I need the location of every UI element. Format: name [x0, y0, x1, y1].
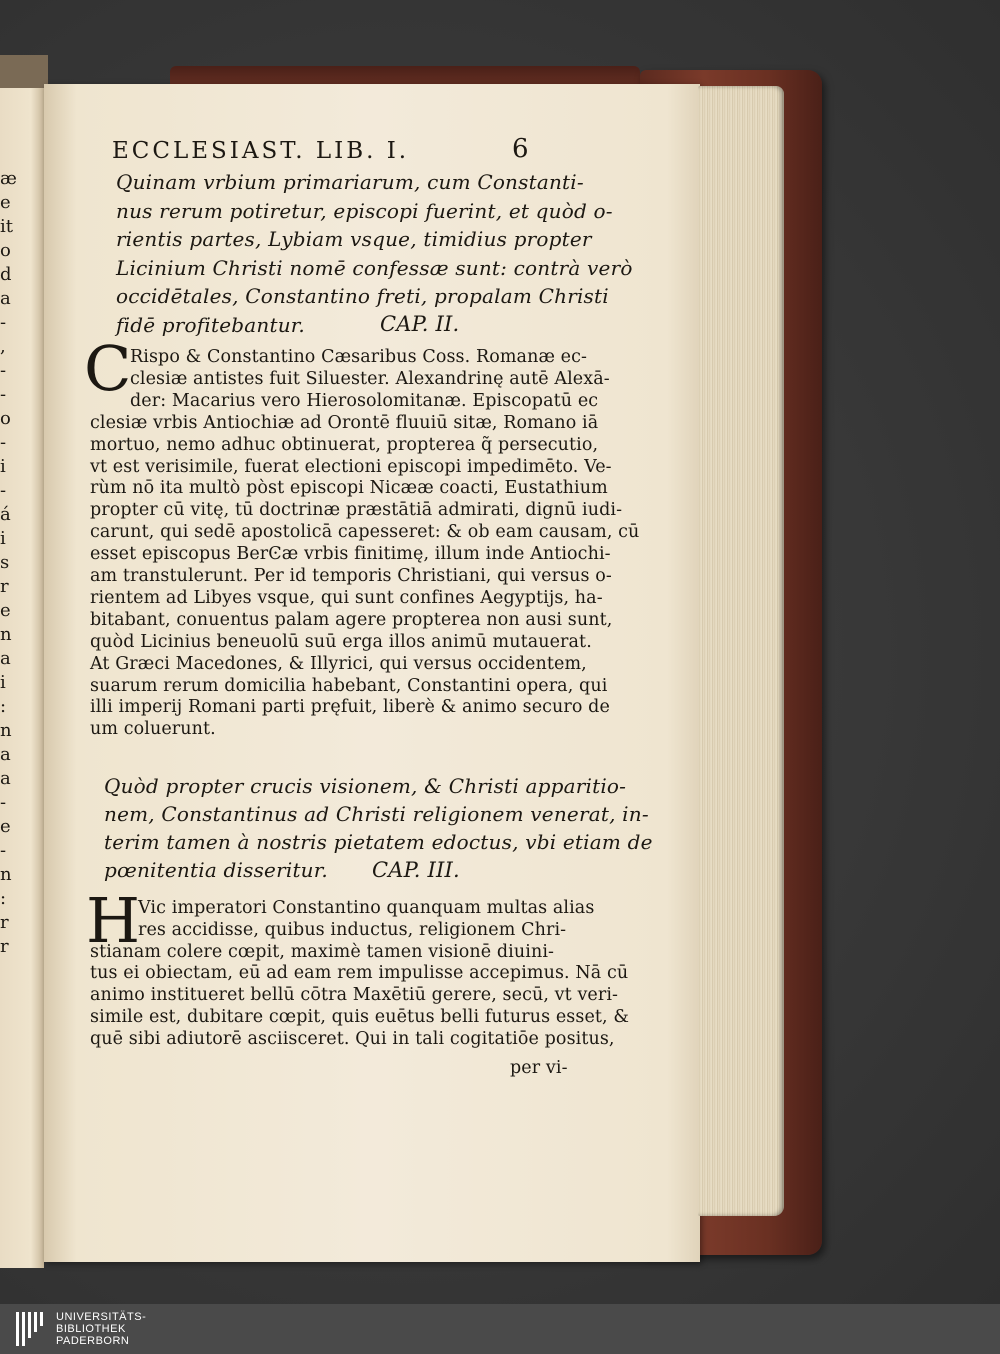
- left-page-letter: n: [0, 864, 12, 885]
- text-line: fidē profitebantur.: [116, 313, 305, 337]
- left-page-letter: -: [0, 840, 7, 861]
- left-page-letter: ,: [0, 336, 6, 357]
- text-line: clesiæ antistes fuit Siluester. Alexandrinę autē Alexā-: [130, 368, 610, 389]
- text-line: pœnitentia disseritur.: [104, 858, 328, 882]
- left-page-letter: n: [0, 720, 12, 741]
- left-page-letter: i: [0, 528, 6, 549]
- text-line: terim tamen à nostris pietatem edoctus, vbi etiam de: [104, 830, 653, 854]
- left-page-letter: i: [0, 672, 6, 693]
- left-page-letter: a: [0, 648, 11, 669]
- text-line: quòd Licinius beneuolū suū erga illos animū mutauerat.: [90, 631, 592, 652]
- text-line: mortuo, nemo adhuc obtinuerat, propterea q̃ persecutio,: [90, 434, 599, 455]
- left-page-letter: it: [0, 216, 13, 237]
- text-line: quē sibi adiutorē asciisceret. Qui in tali cogitatiōe positus,: [90, 1028, 615, 1049]
- text-line: res accidisse, quibus inductus, religionem Chri-: [138, 919, 567, 940]
- left-page-letter: -: [0, 312, 7, 333]
- text-line: propter cū vitę, tū doctrinæ præstātiā admirati, dignū iudi-: [90, 500, 623, 521]
- chapter-2-dropcap: C: [84, 332, 132, 405]
- text-line: vt est verisimile, fuerat electioni episcopi impedimēto. Ve-: [90, 456, 612, 477]
- text-line: Quinam vrbium primariarum, cum Constanti-: [116, 170, 584, 194]
- left-page-letter: -: [0, 360, 7, 381]
- text-line: tus ei obiectam, eū ad eam rem impulisse accepimus. Nā cū: [90, 963, 629, 984]
- left-page-letter: e: [0, 600, 11, 621]
- left-page-letter: -: [0, 432, 7, 453]
- text-line: rientem ad Libyes vsque, qui sunt confines Aegyptijs, ha-: [90, 587, 603, 608]
- left-page-letter: a: [0, 288, 11, 309]
- text-line: stianam colere cœpit, maximè tamen visionē diuini-: [90, 941, 555, 962]
- library-name-line-3: PADERBORN: [56, 1335, 130, 1347]
- text-line: animo institueret bellū cōtra Maxētiū gerere, secū, vt veri-: [90, 985, 619, 1006]
- fore-edge: [698, 86, 784, 1216]
- text-line: illi imperij Romani parti pręfuit, liberè & animo securo de: [90, 697, 610, 718]
- text-line: rientis partes, Lybiam vsque, timidius propter: [116, 227, 592, 252]
- text-line: Rispo & Constantino Cæsaribus Coss. Romanæ ec-: [130, 347, 588, 367]
- left-page-letter: r: [0, 576, 9, 597]
- text-line: carunt, qui sedē apostolicā capesseret: & ob eam causam, cū: [90, 522, 640, 543]
- left-page-letter: o: [0, 240, 11, 261]
- text-line: Quòd propter crucis visionem, & Christi apparitio-: [104, 774, 627, 798]
- text-line: Licinium Christi nomē confessæ sunt: contrà verò: [116, 255, 633, 280]
- text-line: At Græci Macedones, & Illyrici, qui versus occidentem,: [90, 653, 587, 674]
- left-page-edge: [0, 55, 48, 91]
- text-line: nus rerum potiretur, episcopi fuerint, et quòd o-: [116, 198, 613, 223]
- left-page-letter: e: [0, 192, 11, 213]
- library-name-line-2: BIBLIOTHEK: [56, 1323, 126, 1335]
- left-page-letter: o: [0, 408, 11, 429]
- left-page-letter: a: [0, 768, 11, 789]
- left-page-letter: á: [0, 504, 11, 525]
- left-page-letter: n: [0, 624, 12, 645]
- left-page-letter: :: [0, 696, 7, 717]
- left-page-letter: r: [0, 912, 9, 933]
- footer-bar: [0, 1304, 1000, 1354]
- left-page-letter: -: [0, 384, 7, 405]
- library-name-line-1: UNIVERSITÄTS-: [56, 1311, 147, 1323]
- text-line: am transtulerunt. Per id temporis Christiani, qui versus o-: [90, 566, 612, 586]
- catchword: per vi-: [510, 1058, 568, 1078]
- text-line: clesiæ vrbis Antiochiæ ad Orontē fluuiū sitæ, Romano iā: [90, 412, 599, 433]
- left-page-letter: e: [0, 816, 11, 837]
- left-page-letter: d: [0, 264, 12, 285]
- text-line: esset episcopus BerϾæ vrbis finitimę, illum inde Antiochi-: [90, 544, 611, 565]
- text-line: rùm nō ita multò pòst episcopi Nicææ coacti, Eustathium: [90, 478, 608, 499]
- left-page-letter: r: [0, 936, 9, 957]
- left-page-letter: æ: [0, 168, 17, 189]
- left-page-letter: s: [0, 552, 10, 573]
- page-number: 6: [512, 134, 529, 164]
- text-line: occidētales, Constantino freti, propalam Christi: [116, 284, 609, 309]
- chapter-3-label: CAP. III.: [372, 858, 460, 882]
- left-page-letter: :: [0, 888, 7, 909]
- text-line: simile est, dubitare cœpit, quis euētus belli futurus esset, &: [90, 1007, 630, 1027]
- text-line: Vic imperatori Constantino quanquam multas alias: [138, 898, 595, 918]
- left-page-letter: a: [0, 744, 11, 765]
- left-page-letter: i: [0, 456, 6, 477]
- chapter-2-label: CAP. II.: [380, 312, 460, 336]
- running-head: ECCLESIAST. LIB. I.: [112, 138, 410, 164]
- library-logo-icon: [16, 1312, 46, 1346]
- text-line: bitabant, conuentus palam agere propterea non ausi sunt,: [90, 609, 613, 630]
- left-page-letter: -: [0, 480, 7, 501]
- text-line: suarum rerum domicilia habebant, Constantini opera, qui: [90, 675, 608, 696]
- text-line: nem, Constantinus ad Christi religionem venerat, in-: [104, 802, 649, 826]
- chapter-3-dropcap: H: [86, 884, 141, 957]
- text-line: der: Macarius vero Hierosolomitanæ. Episcopatū ec: [130, 390, 599, 411]
- left-page-letter: -: [0, 792, 7, 813]
- library-name: [56, 1311, 146, 1347]
- text-line: um coluerunt.: [90, 719, 216, 740]
